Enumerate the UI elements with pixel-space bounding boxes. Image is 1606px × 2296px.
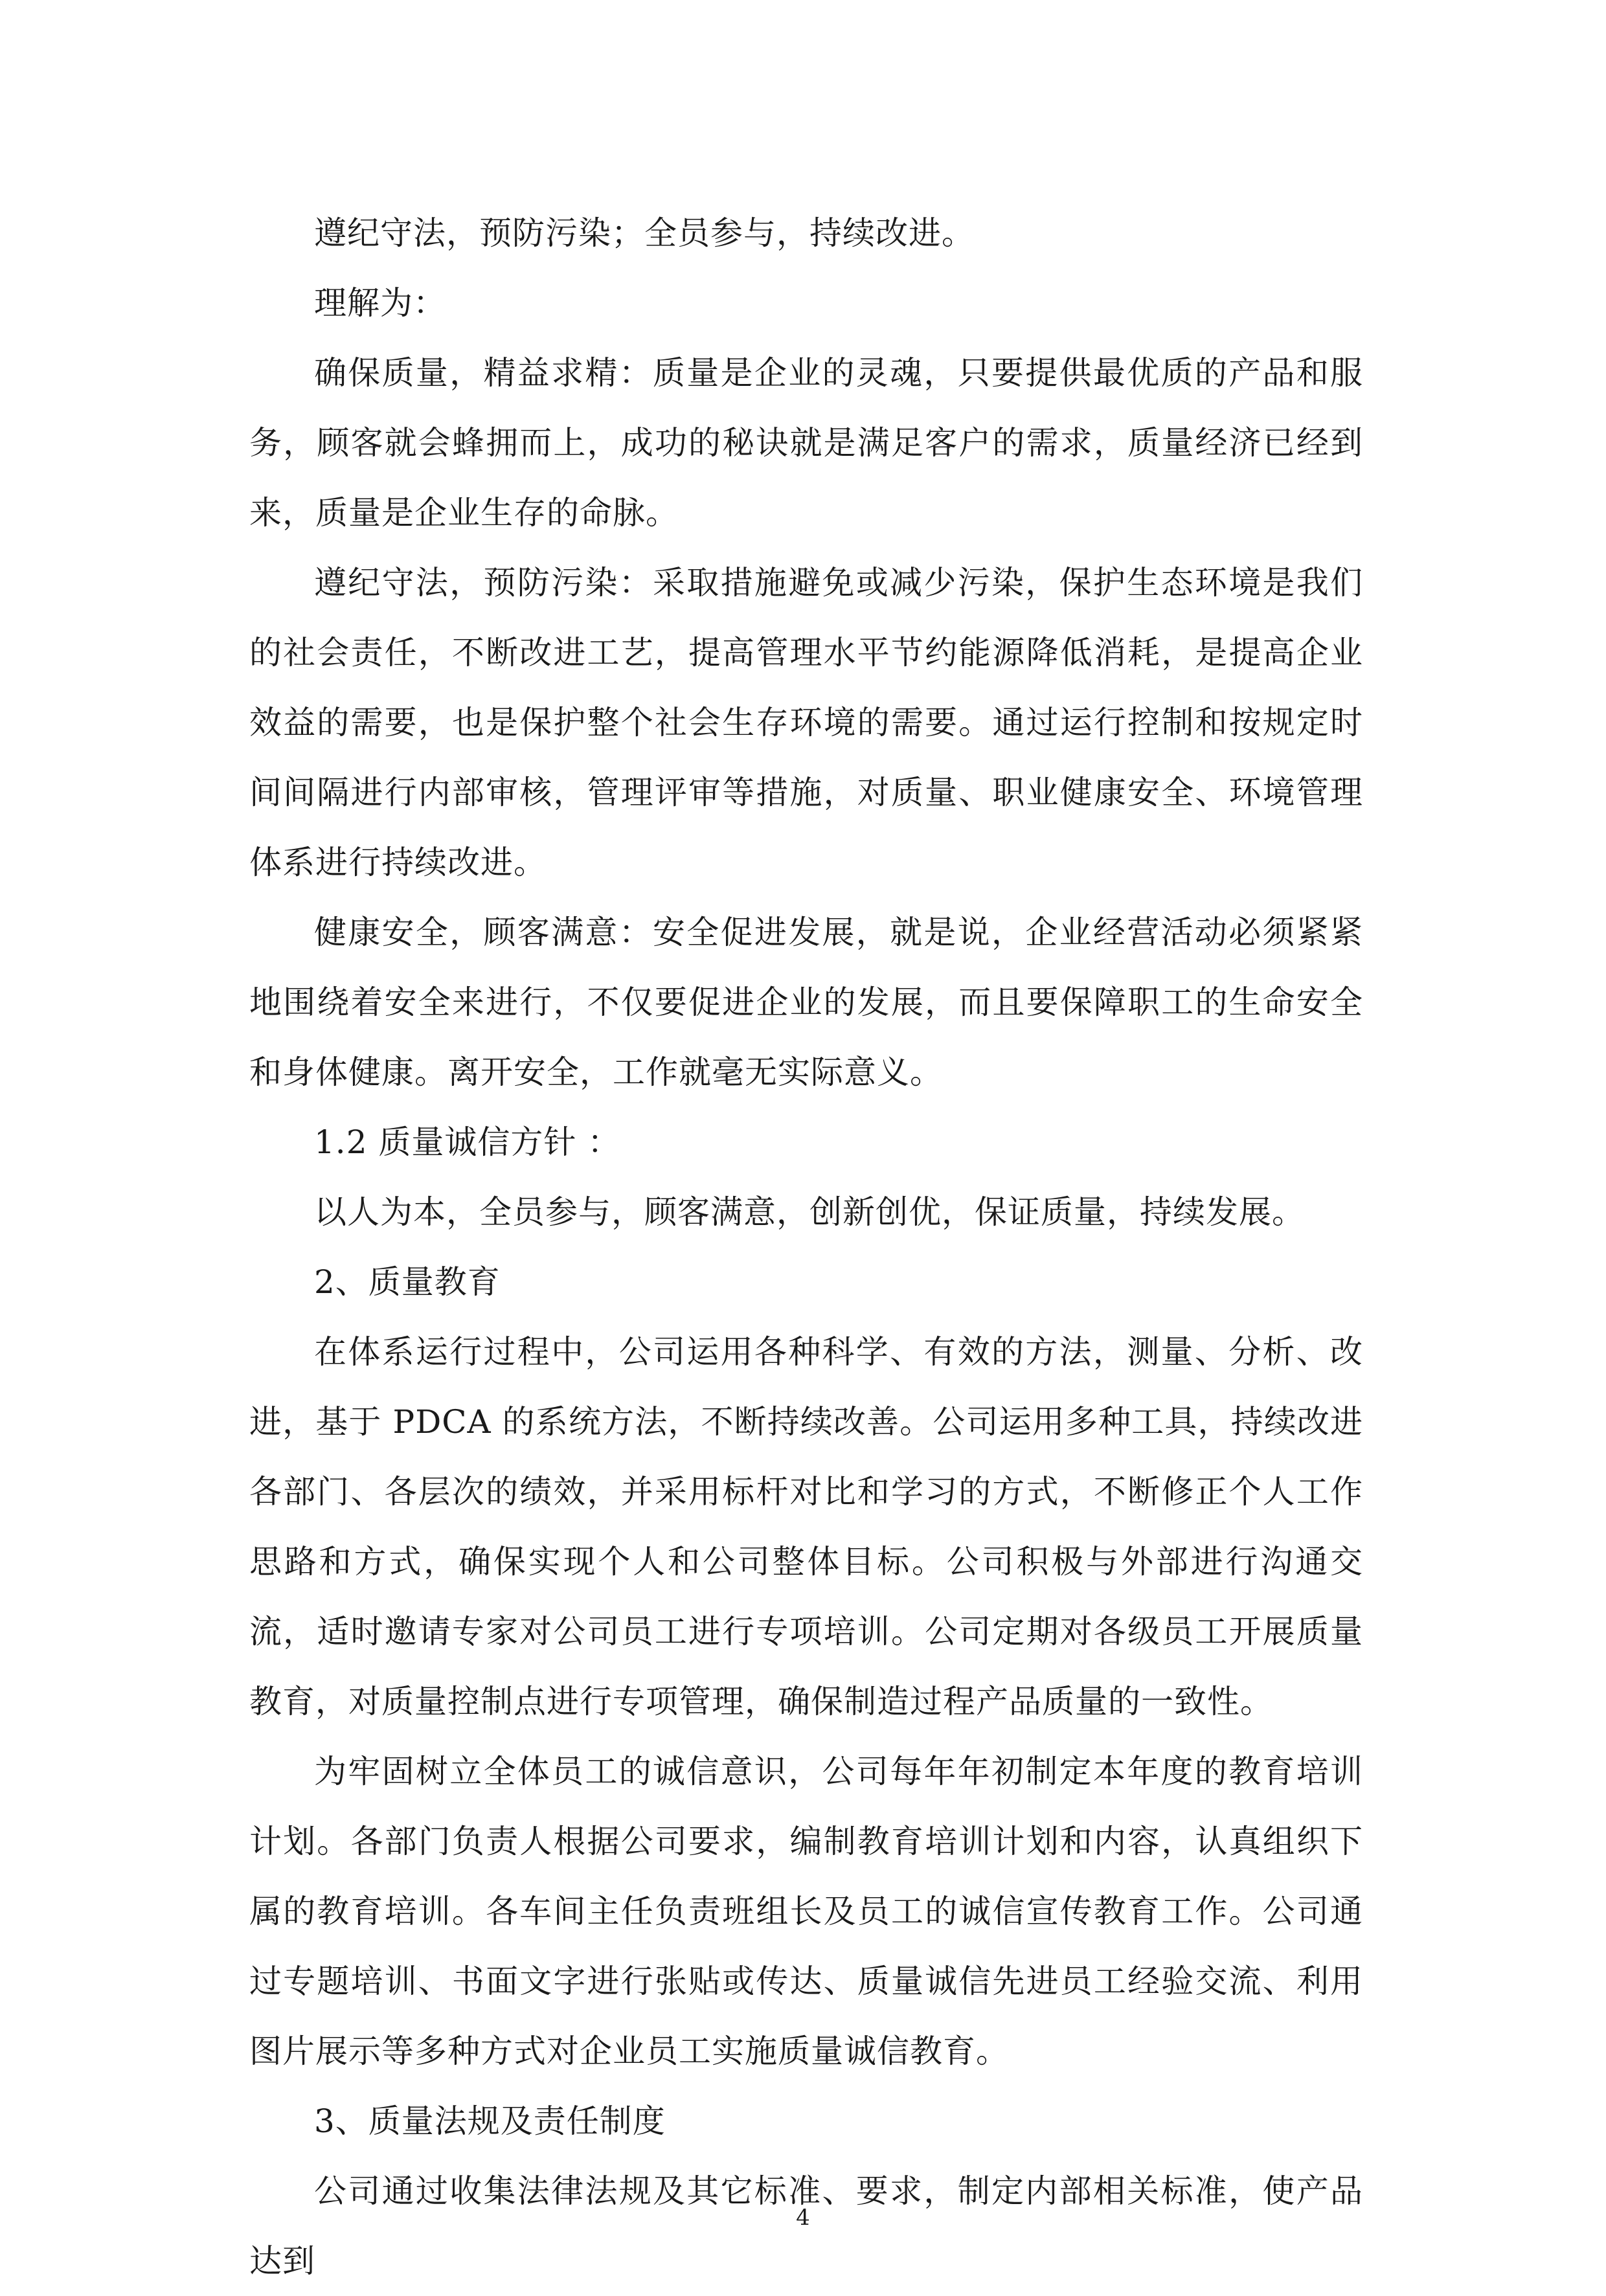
paragraph-system-operation: 在体系运行过程中，公司运用各种科学、有效的方法，测量、分析、改进，基于 PDCA 的系统方法，不断持续改善。公司运用多种工具，持续改进各部门、各层次的绩效，并采用标杆对比和学习的方式，不断修正个人工作思路和方式，确保实现个人和公司整体目标。公司积极与外部进行沟通交流，适时邀请专家对公司员工进行专项培训。公司定期对各级员工开展质量教育，对质量控制点进行专项管理，确保制造过程产品质量的一致性。 — [249, 1333, 1363, 1720]
paragraph-regulations: 公司通过收集法律法规及其它标准、要求，制定内部相关标准，使产品达到 — [249, 2172, 1363, 2280]
paragraph-understanding-heading: 理解为： — [314, 284, 446, 322]
page-number: 4 — [796, 2205, 810, 2231]
section-heading-regulations: 3、质量法规及责任制度 — [314, 2102, 666, 2140]
paragraph-law-pollution: 遵纪守法，预防污染：采取措施避免或减少污染，保护生态环境是我们的社会责任，不断改进工艺，提高管理水平节约能源降低消耗，是提高企业效益的需要，也是保护整个社会生存环境的需要。通过运行控制和按规定时间间隔进行内部审核，管理评审等措施，对质量、职业健康安全、环境管理体系进行持续改进。 — [249, 564, 1363, 881]
paragraph-quality: 确保质量，精益求精：质量是企业的灵魂，只要提供最优质的产品和服务，顾客就会蜂拥而上，成功的秘诀就是满足客户的需求，质量经济已经到来，质量是企业生存的命脉。 — [249, 354, 1363, 532]
paragraph-integrity-policy: 以人为本，全员参与，顾客满意，创新创优，保证质量，持续发展。 — [314, 1193, 1305, 1231]
paragraph-health-safety: 健康安全，顾客满意：安全促进发展，就是说，企业经营活动必须紧紧地围绕着安全来进行，不仅要促进企业的发展，而且要保障职工的生命安全和身体健康。离开安全，工作就毫无实际意义。 — [249, 914, 1363, 1091]
section-heading-integrity-policy: 1.2 质量诚信方针 ： — [314, 1123, 621, 1161]
document-body — [249, 198, 1363, 2296]
paragraph-policy-line: 遵纪守法，预防污染；全员参与，持续改进。 — [314, 214, 975, 252]
section-heading-quality-education: 2、质量教育 — [314, 1263, 501, 1301]
paragraph-integrity-training: 为牢固树立全体员工的诚信意识，公司每年年初制定本年度的教育培训计划。各部门负责人根据公司要求，编制教育培训计划和内容，认真组织下属的教育培训。各车间主任负责班组长及员工的诚信宣传教育工作。公司通过专题培训、书面文字进行张贴或传达、质量诚信先进员工经验交流、利用图片展示等多种方式对企业员工实施质量诚信教育。 — [249, 1753, 1363, 2070]
